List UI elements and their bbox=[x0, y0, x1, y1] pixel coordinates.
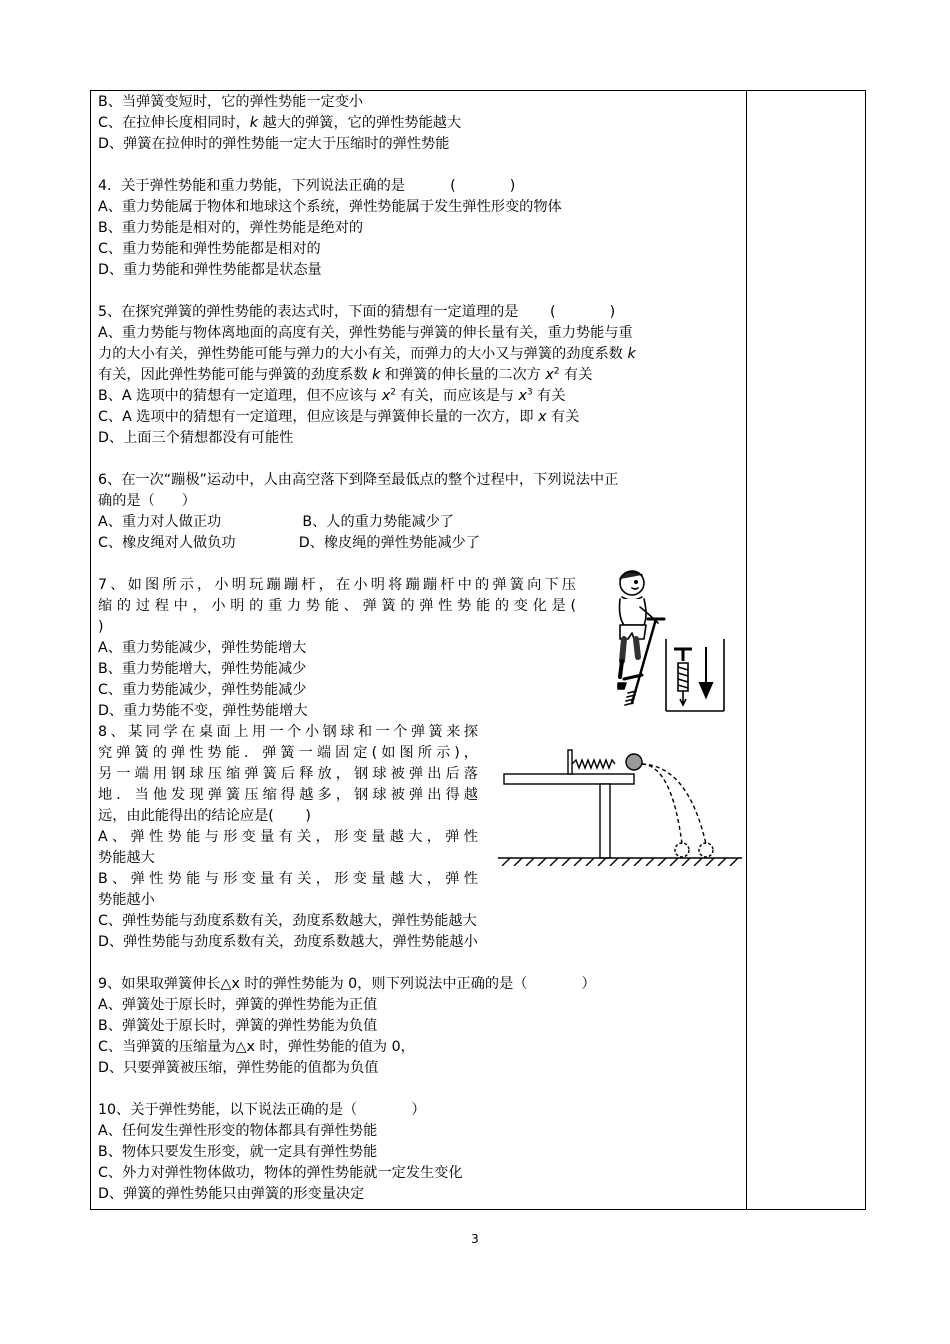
q5-option-b: B、A 选项中的猜想有一定道理，但不应该与 $x^2$ 有关，而应该是与 $x^3$ 有关 bbox=[98, 387, 566, 404]
q9-option-a: A、弹簧处于原长时，弹簧的弹性势能为正值 bbox=[98, 997, 378, 1013]
q8-option-a-line1: A、弹性势能与形变量有关，形变量越大，弹性 bbox=[98, 829, 478, 845]
q10-stem: 10、关于弹性势能，以下说法正确的是（ ） bbox=[98, 1102, 426, 1118]
q6-options-ab: A、重力对人做正功 B、人的重力势能减少了 bbox=[98, 514, 454, 530]
q7-stem-line2: 缩的过程中，小明的重力势能、弹簧的弹性势能的变化是( bbox=[98, 598, 576, 614]
q8-option-b-line1: B、弹性势能与形变量有关，形变量越大，弹性 bbox=[98, 871, 478, 887]
q9-option-c: C、当弹簧的压缩量为△x 时，弹性势能的值为 0， bbox=[98, 1039, 415, 1055]
q10-option-b: B、物体只要发生形变，就一定具有弹性势能 bbox=[98, 1144, 378, 1160]
q5-stem: 5、在探究弹簧的弹性势能的表达式时，下面的猜想有一定道理的是 ( ) bbox=[98, 304, 616, 320]
q6-options-cd: C、橡皮绳对人做负功 D、橡皮绳的弹性势能减少了 bbox=[98, 535, 480, 551]
q8-option-c: C、弹性势能与劲度系数有关，劲度系数越大，弹性势能越大 bbox=[98, 913, 477, 929]
q10-option-d: D、弹簧的弹性势能只由弹簧的形变量决定 bbox=[98, 1186, 365, 1202]
option-c: C、在拉伸长度相同时，k 越大的弹簧，它的弹性势能越大 bbox=[98, 115, 462, 131]
q9-option-b: B、弹簧处于原长时，弹簧的弹性势能为负值 bbox=[98, 1018, 378, 1034]
q8-option-b-line2: 势能越小 bbox=[98, 892, 155, 908]
q10-option-c: C、外力对弹性物体做功，物体的弹性势能就一定发生变化 bbox=[98, 1165, 463, 1181]
q7-option-d: D、重力势能不变，弹性势能增大 bbox=[98, 703, 308, 719]
spring-table-figure bbox=[494, 734, 744, 866]
q7-stem-line3: ) bbox=[98, 619, 104, 635]
q8-option-d: D、弹性势能与劲度系数有关，劲度系数越大，弹性势能越小 bbox=[98, 934, 478, 950]
q9-option-d: D、只要弹簧被压缩，弹性势能的值都为负值 bbox=[98, 1060, 379, 1076]
q5-option-a-line2: 力的大小有关，弹性势能可能与弹力的大小有关，而弹力的大小又与弹簧的劲度系数 k bbox=[98, 346, 636, 362]
q7-option-a: A、重力势能减少，弹性势能增大 bbox=[98, 640, 307, 656]
q7-stem-line1: 7、如图所示，小明玩蹦蹦杆，在小明将蹦蹦杆中的弹簧向下压 bbox=[98, 577, 576, 593]
q5-option-a-line3: 有关，因此弹性势能可能与弹簧的劲度系数 k 和弹簧的伸长量的二次方 $x^2$ 有关 bbox=[98, 366, 593, 383]
q4-option-b: B、重力势能是相对的，弹性势能是绝对的 bbox=[98, 220, 364, 236]
pogo-stick-figure bbox=[602, 567, 730, 715]
q6-stem-line2: 确的是（ ） bbox=[98, 493, 196, 509]
q5-option-d: D、上面三个猜想都没有可能性 bbox=[98, 430, 294, 446]
q4-option-a: A、重力势能属于物体和地球这个系统，弹性势能属于发生弹性形变的物体 bbox=[98, 199, 562, 215]
q7-option-b: B、重力势能增大，弹性势能减少 bbox=[98, 661, 307, 677]
q4-option-c: C、重力势能和弹性势能都是相对的 bbox=[98, 241, 321, 257]
q5-option-a-line1: A、重力势能与物体离地面的高度有关，弹性势能与弹簧的伸长量有关，重力势能与重 bbox=[98, 325, 633, 341]
q4-stem: 4．关于弹性势能和重力势能，下列说法正确的是 ( ) bbox=[98, 178, 516, 194]
q8-stem-line2: 究弹簧的弹性势能．弹簧一端固定(如图所示)， bbox=[98, 745, 478, 761]
q8-stem-line4: 地．当他发现弹簧压缩得越多，钢球被弹出得越 bbox=[98, 787, 478, 803]
q8-stem-line1: 8、某同学在桌面上用一个小钢球和一个弹簧来探 bbox=[98, 724, 478, 740]
page-number: 3 bbox=[471, 1232, 479, 1246]
q10-option-a: A、任何发生弹性形变的物体都具有弹性势能 bbox=[98, 1123, 378, 1139]
table-column-divider bbox=[746, 90, 747, 1210]
q5-option-c: C、A 选项中的猜想有一定道理，但应该是与弹簧伸长量的一次方，即 x 有关 bbox=[98, 409, 580, 425]
q7-option-c: C、重力势能减少，弹性势能减少 bbox=[98, 682, 307, 698]
q9-stem: 9、如果取弹簧伸长△x 时的弹性势能为 0，则下列说法中正确的是（ ） bbox=[98, 976, 596, 992]
q6-stem-line1: 6、在一次“蹦极”运动中，人由高空落下到降至最低点的整个过程中，下列说法中正 bbox=[98, 472, 619, 488]
option-b: B、当弹簧变短时，它的弹性势能一定变小 bbox=[98, 94, 364, 110]
q8-stem-line3: 另一端用钢球压缩弹簧后释放，钢球被弹出后落 bbox=[98, 766, 478, 782]
q8-stem-line5: 远，由此能得出的结论应是( ) bbox=[98, 808, 311, 824]
option-d: D、弹簧在拉伸时的弹性势能一定大于压缩时的弹性势能 bbox=[98, 136, 450, 152]
q8-option-a-line2: 势能越大 bbox=[98, 850, 155, 866]
q4-option-d: D、重力势能和弹性势能都是状态量 bbox=[98, 262, 322, 278]
